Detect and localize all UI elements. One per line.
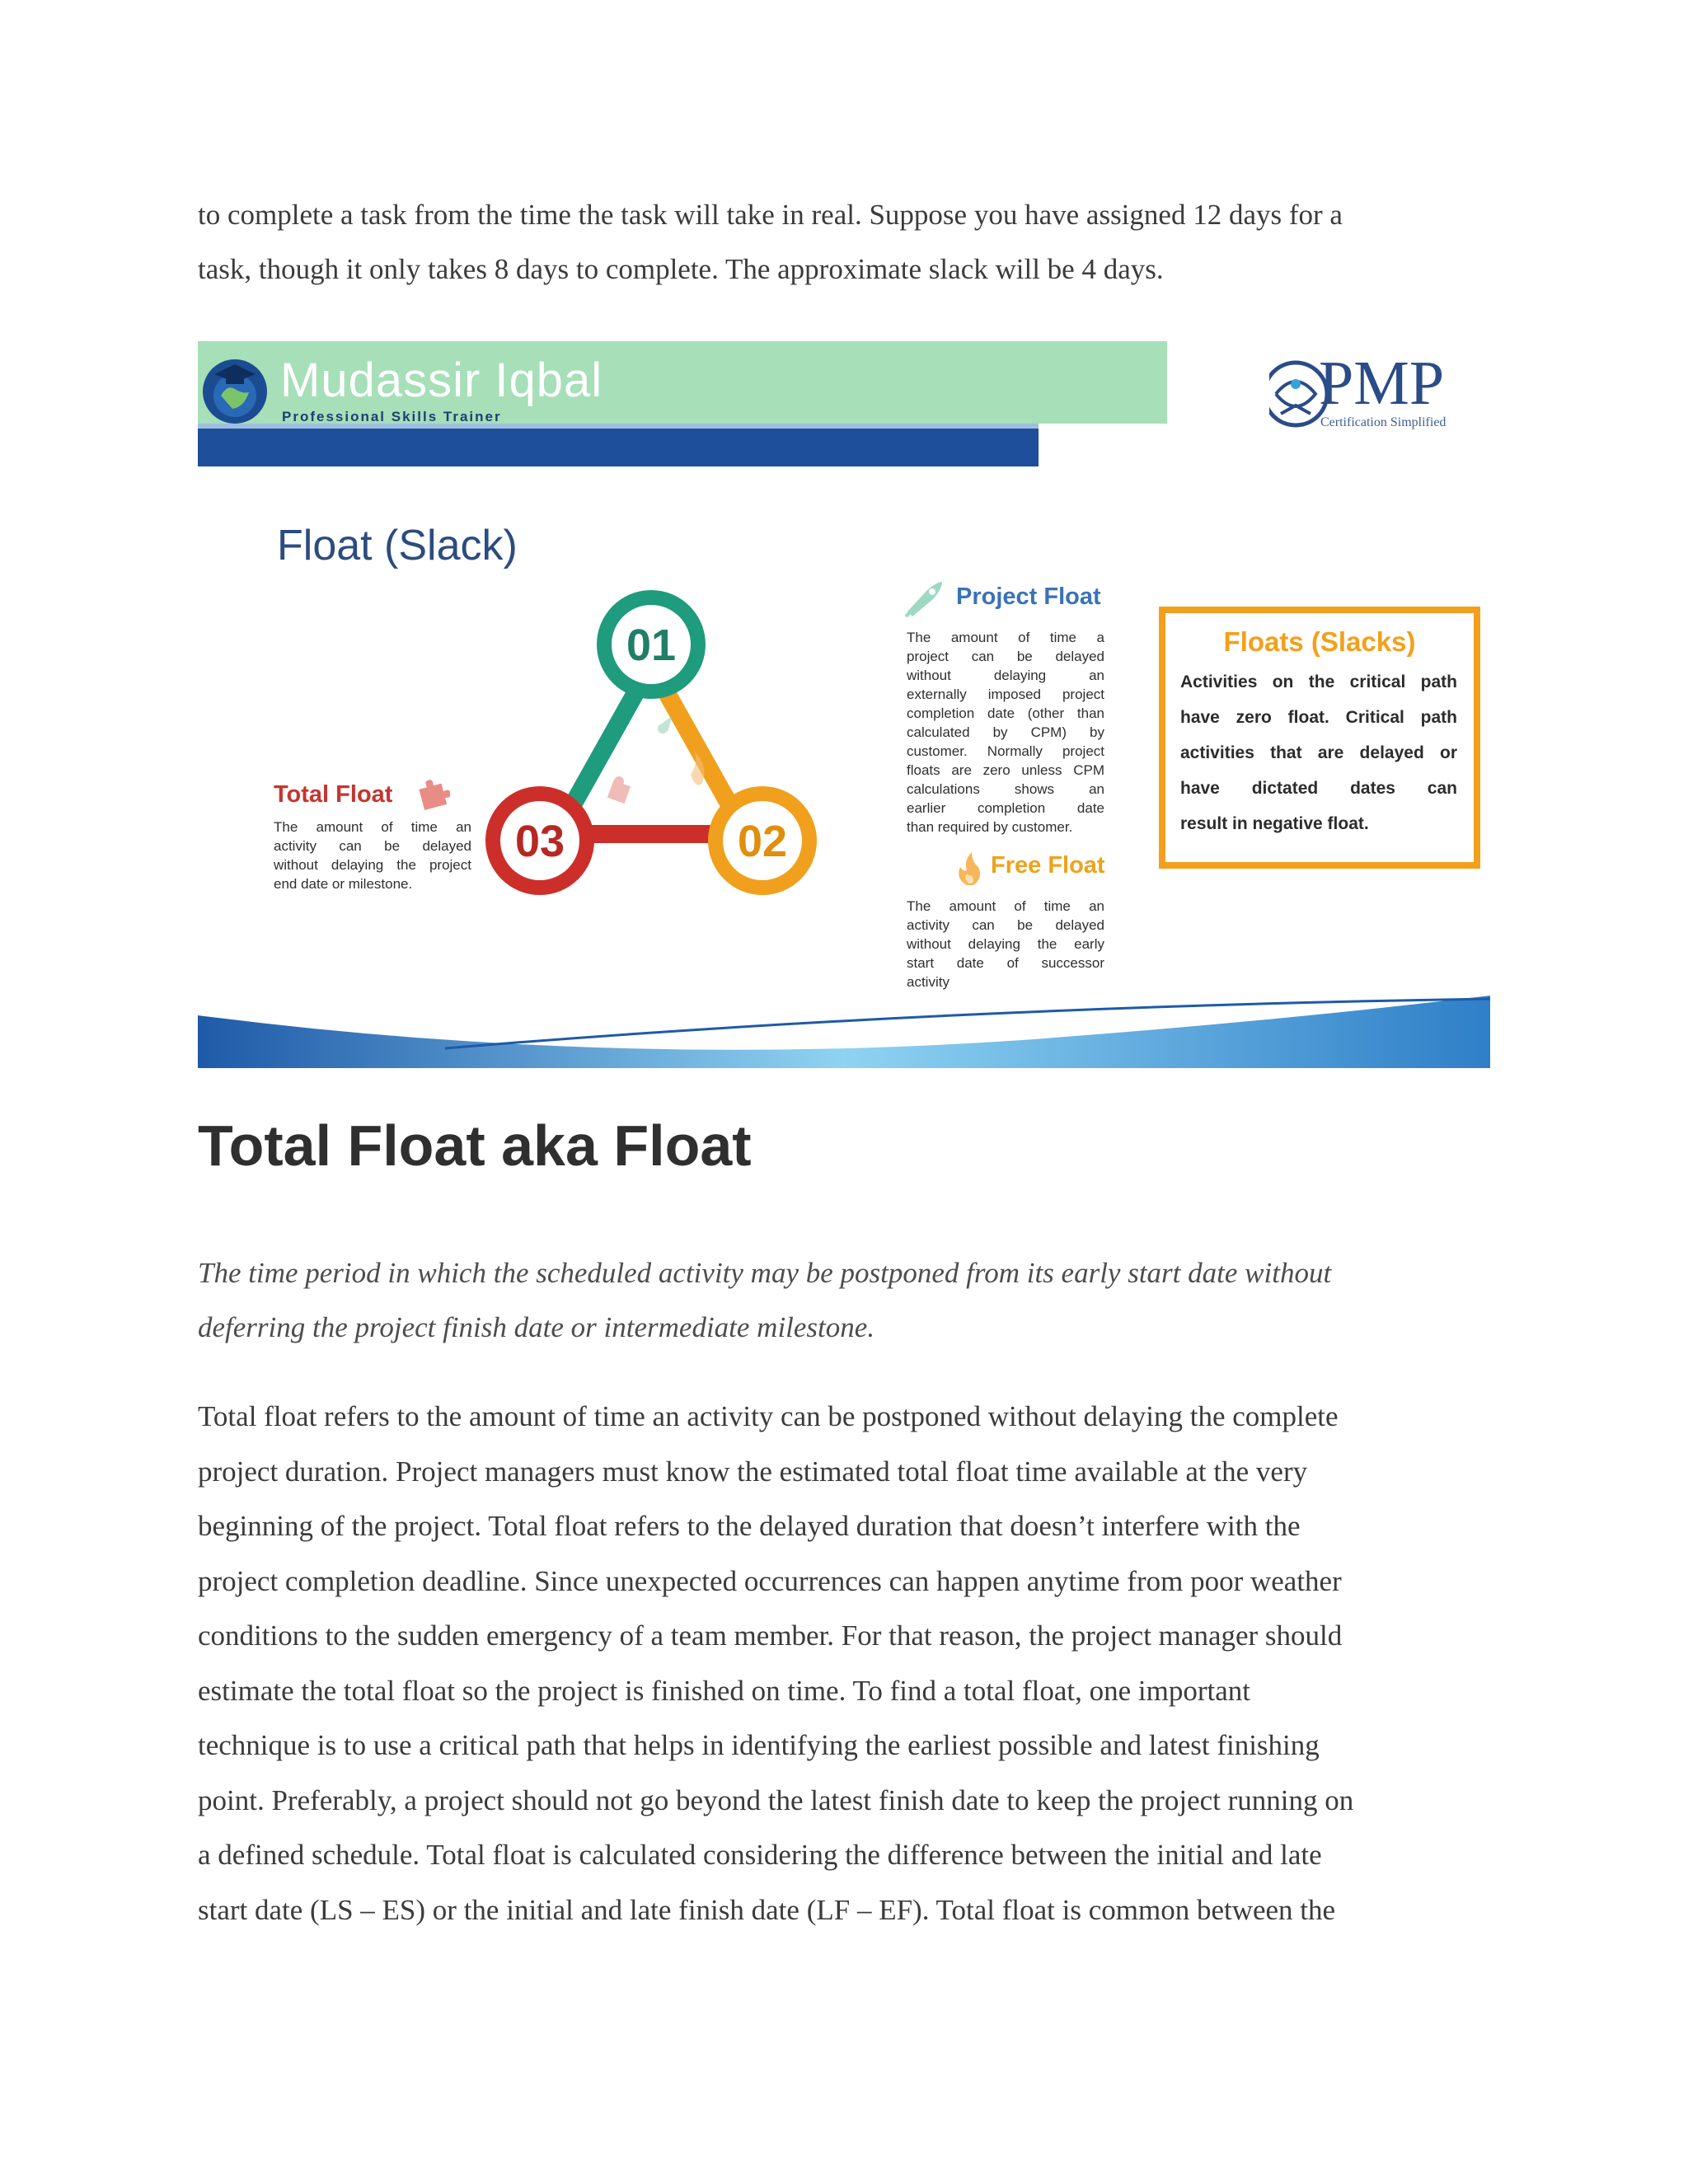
puzzle-icon bbox=[414, 775, 450, 811]
free-float-line: activity bbox=[907, 974, 950, 990]
graduate-globe-icon bbox=[203, 359, 267, 424]
rocket-icon bbox=[903, 579, 945, 618]
project-float-line: calculated by CPM) by bbox=[907, 724, 1104, 740]
total-float-line: end date or milestone. bbox=[274, 876, 413, 892]
intro-line: to complete a task from the time the task will take in real. Suppose you have assigned 12 days for a bbox=[198, 199, 1343, 231]
project-float-line: customer. Normally project bbox=[907, 743, 1104, 759]
total-float-line: without delaying the project bbox=[274, 857, 471, 873]
project-float-description bbox=[907, 628, 1104, 837]
free-float-line: The amount of time an bbox=[907, 898, 1104, 914]
floats-box-line: Activities on the critical path bbox=[1180, 673, 1457, 691]
step-03-node bbox=[485, 786, 594, 895]
total-float-line: The amount of time an bbox=[274, 819, 471, 835]
puzzle-icon bbox=[607, 776, 631, 804]
footer-wave bbox=[198, 982, 1490, 1068]
definition-paragraph bbox=[198, 1246, 1496, 1355]
body-line: technique is to use a critical path that helps in identifying the earliest possible and latest finishing bbox=[198, 1729, 1320, 1761]
total-float-description bbox=[274, 818, 471, 893]
pmp-logo-text: PMP bbox=[1319, 349, 1445, 418]
step-02-label: 02 bbox=[737, 817, 788, 866]
project-float-line: completion date (other than bbox=[907, 705, 1104, 721]
project-float-line: than required by customer. bbox=[907, 819, 1073, 835]
free-float-description bbox=[907, 897, 1104, 991]
project-float-title: Project Float bbox=[956, 583, 1101, 610]
brand-name: Mudassir Iqbal bbox=[280, 354, 603, 407]
step-02-node bbox=[708, 786, 817, 895]
body-line: estimate the total float so the project is finished on time. To find a total float, one important bbox=[198, 1674, 1251, 1707]
body-line: project completion deadline. Since unexpected occurrences can happen anytime from poor weather bbox=[198, 1564, 1342, 1597]
floats-box-line: result in negative float. bbox=[1180, 814, 1369, 833]
project-float-line: project can be delayed bbox=[907, 649, 1104, 664]
definition-line: deferring the project finish date or intermediate milestone. bbox=[198, 1311, 875, 1343]
free-float-line: start date of successor bbox=[907, 955, 1104, 971]
section-heading: Total Float aka Float bbox=[198, 1113, 752, 1178]
body-line: Total float refers to the amount of time an activity can be postponed without delaying the complete bbox=[198, 1400, 1339, 1432]
step-01-label: 01 bbox=[626, 621, 677, 670]
project-float-line: externally imposed project bbox=[907, 687, 1104, 702]
float-slack-slide-image bbox=[198, 340, 1490, 1068]
header-blue-bar bbox=[198, 429, 1039, 466]
project-float-line: The amount of time a bbox=[907, 630, 1104, 645]
free-float-line: activity can be delayed bbox=[907, 917, 1104, 933]
brand-subtitle: Professional Skills Trainer bbox=[282, 409, 502, 424]
float-cycle-diagram bbox=[478, 579, 824, 941]
floats-box-title: Floats (Slacks) bbox=[1223, 626, 1416, 657]
intro-line: task, though it only takes 8 days to complete. The approximate slack will be 4 days. bbox=[198, 253, 1164, 285]
floats-slacks-box bbox=[1159, 607, 1480, 869]
body-line: point. Preferably, a project should not go beyond the latest finish date to keep the project running on bbox=[198, 1783, 1354, 1816]
project-float-line: earlier completion date bbox=[907, 800, 1104, 816]
pmp-logo-subtitle: Certification Simplified bbox=[1320, 415, 1447, 429]
body-line: conditions to the sudden emergency of a team member. For that reason, the project manager should bbox=[198, 1619, 1343, 1652]
definition-line: The time period in which the scheduled activity may be postponed from its early start date without bbox=[198, 1257, 1332, 1289]
floats-box-line: have dictated dates can bbox=[1180, 779, 1457, 798]
project-float-line: calculations shows an bbox=[907, 781, 1104, 797]
project-float-line: floats are zero unless CPM bbox=[907, 762, 1104, 778]
body-line: start date (LS – ES) or the initial and late finish date (LF – EF). Total float is common between the bbox=[198, 1893, 1336, 1926]
free-float-line: without delaying the early bbox=[907, 936, 1104, 952]
floats-box-line: have zero float. Critical path bbox=[1180, 708, 1457, 727]
free-float-title: Free Float bbox=[991, 852, 1105, 879]
rocket-icon bbox=[658, 715, 673, 733]
floats-box-line: activities that are delayed or bbox=[1180, 743, 1457, 762]
total-float-line: activity can be delayed bbox=[274, 838, 471, 854]
project-float-line: without delaying an bbox=[907, 668, 1104, 683]
floats-box-text bbox=[1180, 664, 1457, 841]
step-03-label: 03 bbox=[514, 817, 565, 866]
slide-title: Float (Slack) bbox=[277, 522, 518, 569]
intro-paragraph bbox=[198, 188, 1496, 297]
body-paragraph bbox=[198, 1390, 1496, 1938]
body-line: project duration. Project managers must know the estimated total float time available at the very bbox=[198, 1455, 1308, 1488]
body-line: a defined schedule. Total float is calculated considering the difference between the initial and late bbox=[198, 1839, 1322, 1871]
flame-icon bbox=[952, 851, 985, 887]
total-float-title: Total Float bbox=[274, 781, 393, 808]
body-line: beginning of the project. Total float refers to the delayed duration that doesn’t interfere with the bbox=[198, 1510, 1301, 1542]
step-01-node bbox=[597, 590, 706, 699]
